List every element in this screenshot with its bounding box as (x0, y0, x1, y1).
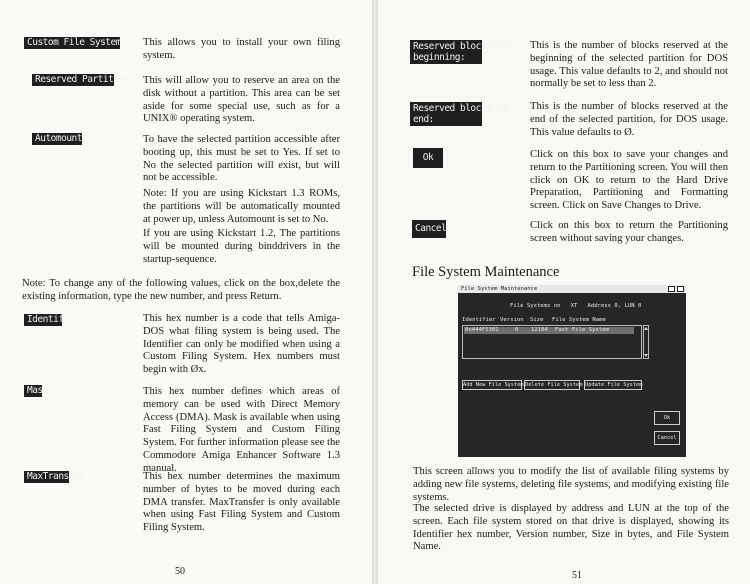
reserved-begin-text: This is the number of blocks reserved at the beginning of the selected partition for DOS usage. This value defaults to 2, and should not normally be set to less than 2. (530, 40, 728, 90)
custom-file-system-text: This allows you to install your own filing system. (143, 37, 340, 61)
page-number-right: 51 (572, 570, 582, 581)
identifier-label: Identifier (24, 314, 62, 326)
scroll-arrows-icon (644, 326, 648, 358)
reserved-end-label: Reserved blocks at end: (410, 102, 482, 126)
custom-file-system-label: Custom File System (24, 37, 120, 49)
cancel-button[interactable]: Cancel (654, 431, 680, 445)
add-file-system-button[interactable]: Add New File System (463, 382, 524, 388)
maxtransfer-label: MaxTransfer (24, 471, 69, 483)
mask-label: Mask (24, 385, 42, 397)
identifier-text: This hex number is a code that tells Amiga-DOS what filing system is being used. The Identifier can only be modified when using a Custom Filing System. Hex numbers must begin with Øx. (143, 313, 340, 376)
cancel-text: Click on this box to return the Partitioning screen without saving your changes. (530, 220, 728, 244)
col-identifier: Identifier (462, 317, 496, 323)
automount-text: To have the selected partition accessible after booting up, this must be set to Yes. If set to No the selected partition will exist, but will not be accessible. (143, 134, 340, 184)
reserved-partition-text: This will allow you to reserve an area on the disk without a partition. This area can be set aside for some special use, such as for a UNIX® operating system. (143, 75, 340, 125)
automount-label: Automount? (32, 133, 82, 145)
drive-line: File Systems on XT Address 0, LUN 0 (510, 303, 642, 309)
reserved-end-text: This is the number of blocks reserved at the end of the selected partition, for DOS usage. This value defaults to Ø. (530, 101, 728, 138)
reserved-partition-label: Reserved Partition (32, 74, 114, 86)
list-scrollbar[interactable] (643, 325, 649, 359)
reserved-begin-label: Reserved blocks at beginning: (410, 40, 482, 64)
row-version: 0 (515, 327, 519, 333)
general-note: Note: To change any of the following values, click on the box,delete the existing information, type the new number, and press Return. (22, 278, 340, 302)
screen-description-2: The selected drive is displayed by address and LUN at the top of the screen. Each file system stored on that drive is displayed, showing its Identifier hex number, Version number, Size in bytes, and File System Name. (413, 503, 729, 553)
window-title-bar: File System Maintenance (458, 285, 686, 293)
ok-label: Ok (413, 148, 443, 168)
col-size: Size (530, 317, 544, 323)
screen-description-1: This screen allows you to modify the list of available filing systems by adding new file systems, deleting file systems, and modifying existing file systems. (413, 466, 729, 503)
depth-front-icon[interactable] (677, 286, 684, 292)
row-identifier: 0x444F5301 (465, 327, 499, 333)
section-heading: File System Maintenance (412, 264, 560, 280)
file-system-maintenance-screen (458, 285, 686, 457)
update-file-system-button[interactable]: Update File System (585, 382, 643, 388)
row-name: Fast File System (555, 327, 609, 333)
cancel-label: Cancel (412, 220, 446, 238)
left-page (0, 0, 372, 584)
ok-button[interactable]: Ok (654, 411, 680, 425)
maxtransfer-text: This hex number determines the maximum number of bytes to be moved during each DMA transfer. MaxTransfer is only available when using Fast Filing System and Custom Filing System. (143, 471, 340, 534)
mask-text: This hex number defines which areas of memory can be used with Direct Memory Access (DMA). Mask is available when using Fast Filing System and Custom Filing System. For further information please see the Commodore Amiga Enhancer Software 1.3 manual. (143, 386, 340, 474)
delete-file-system-button[interactable]: Delete File System (525, 382, 583, 388)
depth-back-icon[interactable] (668, 286, 675, 292)
automount-kickstart12: If you are using Kickstart 1.2, The partitions will be mounted during binddrivers in the startup-sequence. (143, 228, 340, 265)
file-system-list[interactable] (462, 325, 642, 359)
col-version: Version (500, 317, 524, 323)
row-size: 12104 (531, 327, 548, 333)
col-name: File System Name (552, 317, 606, 323)
ok-text: Click on this box to save your changes and return to the Partitioning screen. You will then click on OK to return to the Hard Drive Preparation, Partitioning and Formatting screen. Click on Save Changes to Drive. (530, 149, 728, 212)
page-number-left: 50 (175, 566, 185, 577)
automount-note: Note: If you are using Kickstart 1.3 ROMs, the partitions will be automatically mounted at power up, unless Automount is set to No. (143, 188, 340, 225)
